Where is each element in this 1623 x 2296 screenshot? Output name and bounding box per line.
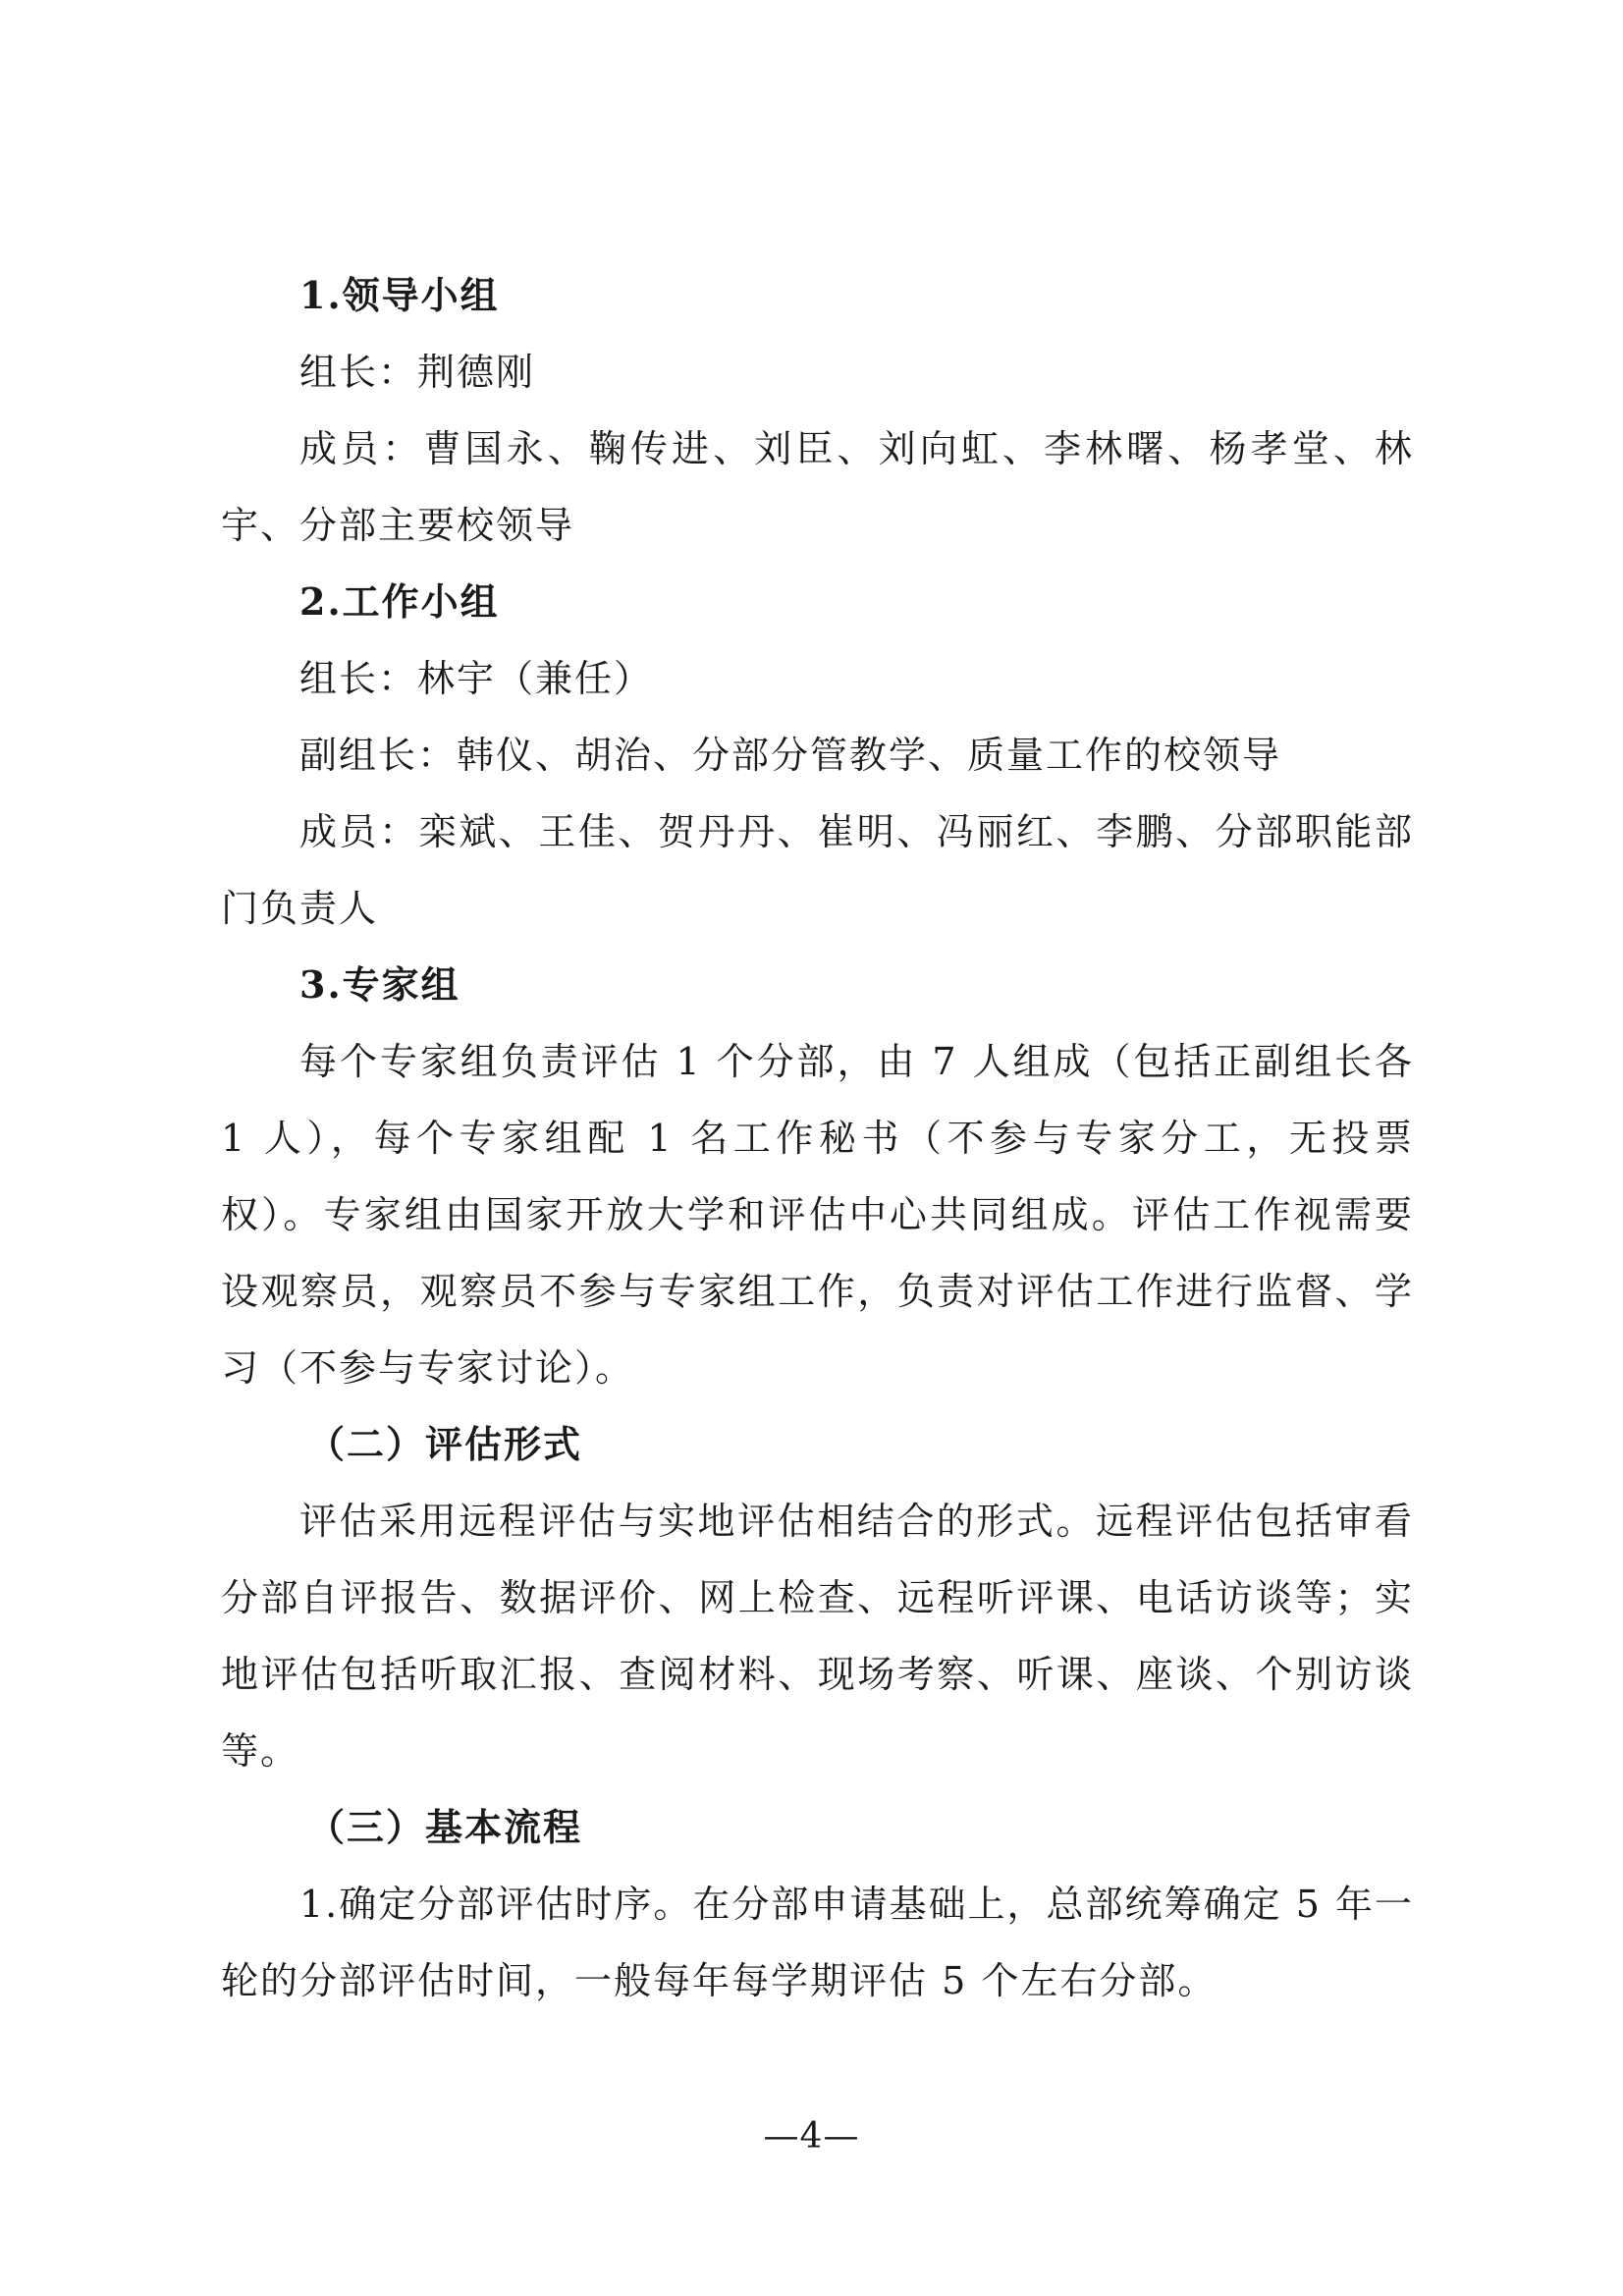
heading-expert-group: 3.专家组 <box>299 962 460 1007</box>
working-group-members: 成员：栾斌、王佳、贺丹丹、崔明、冯丽红、李鹏、分部职能部门负责人 <box>221 810 1414 930</box>
evaluation-form-description: 评估采用远程评估与实地评估相结合的形式。远程评估包括审看分部自评报告、数据评价、网上检查、远程听评课、电话访谈等；实地评估包括听取汇报、查阅材料、现场考察、听课、座谈、个别访谈等。 <box>221 1500 1414 1773</box>
document-body <box>221 257 1414 2019</box>
basic-process-step-1: 1.确定分部评估时序。在分部申请基础上，总部统筹确定 5 年一轮的分部评估时间，一般每年每学期评估 5 个左右分部。 <box>221 1883 1414 2002</box>
expert-group-description: 每个专家组负责评估 1 个分部，由 7 人组成（包括正副组长各 1 人），每个专家组配 1 名工作秘书（不参与专家分工，无投票权）。专家组由国家开放大学和评估中心共同组成。评估工作视需要设观察员，观察员不参与专家组工作，负责对评估工作进行监督、学习（不参与专家讨论）。 <box>221 1040 1414 1390</box>
working-group-deputy-leaders: 副组长：韩仪、胡治、分部分管教学、质量工作的校领导 <box>299 734 1282 777</box>
leadership-group-members: 成员：曹国永、鞠传进、刘臣、刘向虹、李林曙、杨孝堂、林宇、分部主要校领导 <box>221 427 1414 547</box>
working-group-leader: 组长：林宇（兼任） <box>299 657 654 700</box>
heading-basic-process: （三）基本流程 <box>307 1805 583 1849</box>
page-number: —4— <box>763 2116 860 2157</box>
heading-working-group: 2.工作小组 <box>299 579 500 624</box>
heading-leadership-group: 1.领导小组 <box>299 273 500 317</box>
heading-evaluation-form: （二）评估形式 <box>307 1422 583 1466</box>
leadership-group-leader: 组长：荆德刚 <box>299 351 536 394</box>
